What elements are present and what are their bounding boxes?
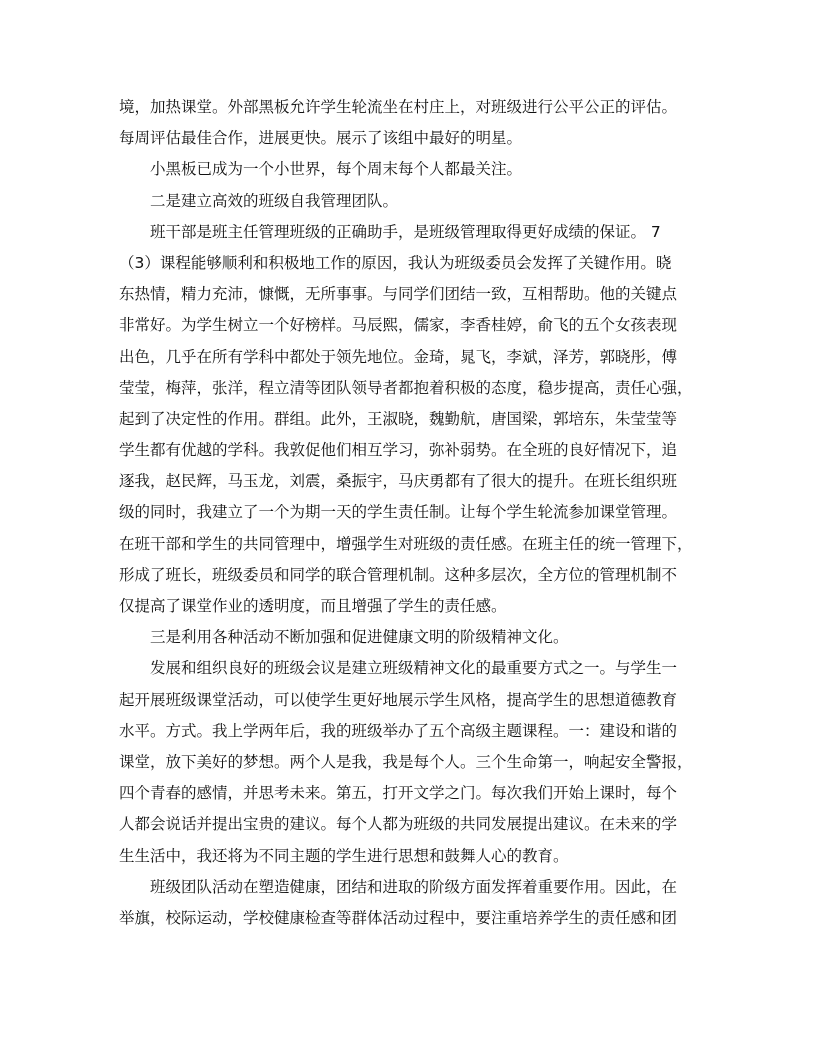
text-line: 课堂，放下美好的梦想。两个人是我，我是每个人。三个生命第一，响起安全警报， — [119, 752, 693, 771]
text-line: 形成了班长，班级委员和同学的联合管理机制。这种多层次，全方位的管理机制不 — [119, 565, 678, 584]
text-line: 起开展班级课堂活动，可以使学生更好地展示学生风格，提高学生的思想道德教育 — [119, 690, 678, 709]
text-line: 人都会说话并提出宝贵的建议。每个人都为班级的共同发展提出建议。在未来的学 — [119, 815, 678, 834]
text-line: 班级团队活动在塑造健康，团结和进取的阶级方面发挥着重要作用。因此，在 — [150, 877, 678, 896]
text-line: 出色，几乎在所有学科中都处于领先地位。金琦，晁飞，李斌，泽芳，郭晓彤，傅 — [119, 347, 678, 366]
text-line: 逐我，赵民辉，马玉龙，刘震，桑振宇，马庆勇都有了很大的提升。在班长组织班 — [119, 472, 678, 491]
text-line: （3）课程能够顺利和积极地工作的原因，我认为班级委员会发挥了关键作用。晓 — [119, 253, 672, 272]
text-line: 发展和组织良好的班级会议是建立班级精神文化的最重要方式之一。与学生一 — [150, 659, 678, 678]
text-line: 非常好。为学生树立一个好榜样。马辰熙，儒家，李香桂婷，俞飞的五个女孩表现 — [119, 316, 678, 335]
text-line: 班干部是班主任管理班级的正确助手，是班级管理取得更好成绩的保证。 7 — [150, 222, 661, 241]
text-line: 莹莹，梅萍，张洋，程立清等团队领导者都抱着积极的态度，稳步提高，责任心强， — [119, 378, 693, 397]
text-line: 生生活中，我还将为不同主题的学生进行思想和鼓舞人心的教育。 — [119, 846, 569, 865]
document-body-text — [119, 92, 697, 934]
text-line: 起到了决定性的作用。群组。此外，王淑晓，魏勤航，唐国梁，郭培东，朱莹莹等 — [119, 409, 678, 428]
text-line: 水平。方式。我上学两年后，我的班级举办了五个高级主题课程。一：建设和谐的 — [119, 721, 678, 740]
text-line: 仅提高了课堂作业的透明度，而且增强了学生的责任感。 — [119, 597, 507, 615]
text-line: 小黑板已成为一个小世界，每个周末每个人都最关注。 — [150, 160, 523, 179]
text-line: 四个青春的感情，并思考未来。第五，打开文学之门。每次我们开始上课时，每个 — [119, 784, 678, 803]
text-line: 三是利用各种活动不断加强和促进健康文明的阶级精神文化。 — [150, 628, 569, 647]
text-line: 级的同时，我建立了一个为期一天的学生责任制。让每个学生轮流参加课堂管理。 — [119, 503, 678, 522]
text-line: 举旗，校际运动，学校健康检查等群体活动过程中，要注重培养学生的责任感和团 — [119, 908, 678, 927]
text-line: 二是建立高效的班级自我管理团队。 — [150, 191, 399, 210]
text-line: 东热情，精力充沛，慷慨，无所事事。与同学们团结一致，互相帮助。他的关键点 — [119, 285, 678, 304]
text-line: 境，加热课堂。外部黑板允许学生轮流坐在村庄上，对班级进行公平公正的评估。 — [119, 98, 678, 116]
text-line: 学生都有优越的学科。我敦促他们相互学习，弥补弱势。在全班的良好情况下，追 — [119, 441, 678, 460]
text-line: 在班干部和学生的共同管理中，增强学生对班级的责任感。在班主任的统一管理下， — [119, 534, 693, 553]
text-line: 每周评估最佳合作，进展更快。展示了该组中最好的明星。 — [119, 129, 523, 148]
